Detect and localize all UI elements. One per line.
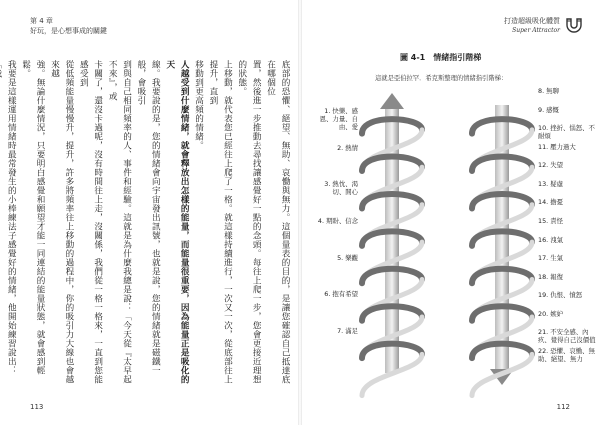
arrow-up-icon (380, 93, 404, 109)
figure-number: 圖 4-1 (400, 53, 426, 62)
emotion-label: 7. 滿足 (337, 327, 358, 335)
emotion-label: 4. 期盼、信念 (317, 217, 358, 225)
emotional-guidance-scale-diagram (310, 85, 600, 405)
emotion-label: 3. 熱忱、渴切、開心 (324, 180, 358, 197)
emotion-label: 2. 熱情 (337, 143, 358, 152)
body-column: 底部的恐懼、絕望、無助、哀慟與無力。這個量表的目的，是讓您確認自己抵達底在哪個位 (265, 60, 290, 384)
body-column: 從低頻能量慢慢升，提升，許多將頻率往上移動的過程中，你的吸引力大線也會越來越 (49, 60, 74, 384)
figure-caption: 這就是亞伯拉罕．希克斯整理的情緒指引階梯： (375, 75, 508, 82)
body-column: 卡關了，還沒卡過呢，沒有時間往上走，沒關係，我們從一格一格來，一直到您能感受到 (78, 60, 103, 384)
right-page-header (504, 16, 560, 36)
emotion-label: 19. 仇恨、憤怒 (538, 291, 583, 300)
chapter-label: 第 4 章 (30, 17, 53, 25)
emotion-label: 20. 嫉妒 (538, 309, 563, 318)
downward-spiral (472, 105, 532, 396)
emotion-label: 5. 樂觀 (337, 253, 358, 262)
figure-title (400, 52, 481, 63)
emotion-label: 21. 不安全感、內疚、覺得自己沒價值 (538, 328, 596, 345)
page-gutter (298, 0, 302, 425)
left-page-header (30, 16, 107, 36)
emotion-label: 10. 挫折、惱怒、不耐煩 (538, 124, 595, 141)
magnet-icon (564, 17, 584, 33)
body-column: 上移動，就代表您已經往上爬了一格。就這樣持續進行，一次又一次，從底部往上提升，直到 (207, 60, 233, 384)
body-column: 強。無論什麼情況，只要明白感覺和願望才能一同連結的能量狀態，就會感到輕鬆。 (20, 60, 46, 375)
figure-name: 情緒指引階梯 (433, 53, 482, 62)
upward-spiral (362, 93, 422, 396)
right-page-number: 112 (556, 403, 570, 411)
emotion-label: 14. 擔憂 (538, 198, 563, 207)
emotion-label: 9. 感慨 (538, 105, 559, 114)
emotion-label: 17. 生氣 (538, 254, 563, 263)
emotion-label: 13. 疑慮 (538, 179, 563, 188)
book-subtitle: Super Attractor (512, 27, 560, 34)
book-title: 打造超級吸化體質 (504, 17, 560, 25)
emotion-label: 1. 快樂、感恩、力量、自由、愛 (319, 107, 358, 131)
body-column: 線。我要說的是，您的情緒會向宇宙發出訊號，也就是說，您的情緒就是磁鐵一般，會吸引 (135, 60, 161, 375)
body-column: 移動到更高頻的情緒。 (193, 60, 204, 150)
emotion-label: 8. 無聊 (538, 87, 559, 95)
chapter-title: 好玩，是心想事成的關鍵 (30, 27, 107, 35)
body-column: 置，然後進一步推動去尋找讓感覺好一點的念頭。每往上爬一步，您會更接近理想的狀態。 (236, 60, 262, 384)
body-column: 我要是這樣運用情緒時最常發生的小棒練法子感覺好的情緒，他開始練習說出： (6, 60, 17, 375)
left-page-number: 113 (30, 403, 44, 411)
body-column: 人越受到什麼情緒，就會釋放出怎樣的能量，而能量很重要，因為能量正是吸化的天 (164, 60, 190, 384)
emotion-label: 11. 壓力過大 (538, 142, 576, 151)
emotion-label: 16. 洩氣 (538, 235, 563, 244)
emotion-label: 18. 報復 (538, 272, 563, 281)
emotion-label: 6. 抱有希望 (324, 290, 358, 299)
emotion-label: 15. 責怪 (538, 217, 563, 225)
emotion-label: 12. 失望 (538, 161, 563, 170)
body-column: 到與自己相同頻率的人、事件和經驗。這就是為什麼我總是說：「今天從『太早起不來』，或 (107, 60, 132, 384)
emotion-label: 22. 恐懼、哀慟、無助、絕望、無力 (538, 347, 595, 363)
body-text (6, 60, 292, 390)
